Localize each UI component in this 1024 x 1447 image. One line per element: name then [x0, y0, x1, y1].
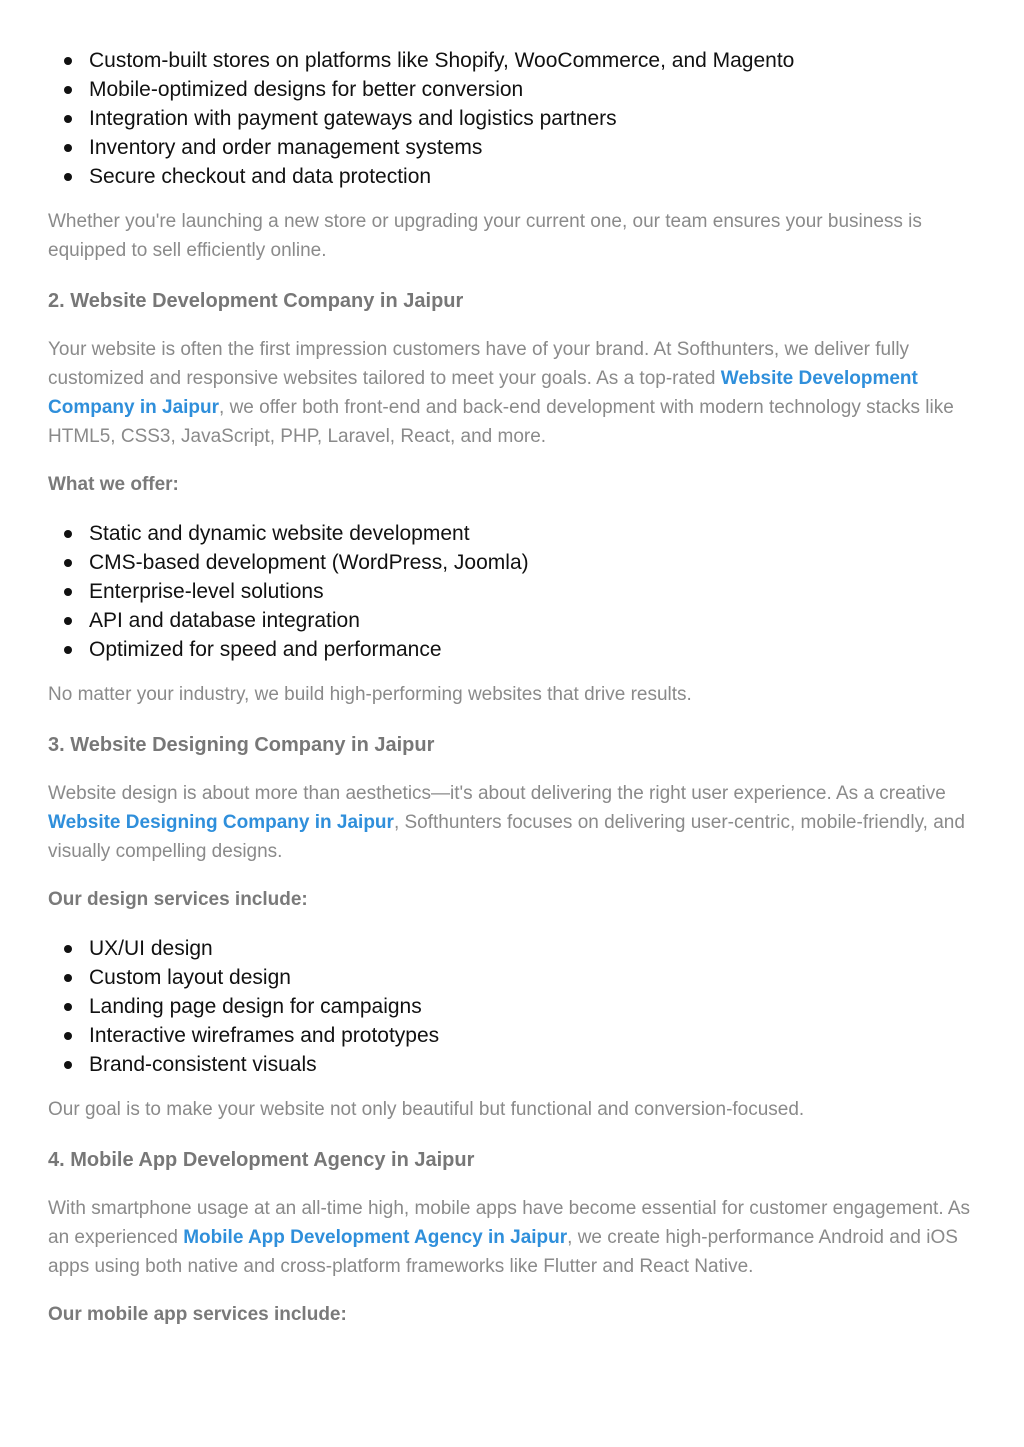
mobile-app-services-label: Our mobile app services include:: [48, 1304, 347, 1325]
bullet-icon: [64, 115, 72, 123]
website-development-offer-list: [48, 519, 978, 664]
what-we-offer-label: What we offer:: [48, 474, 179, 495]
list-item: UX/UI design: [48, 934, 978, 963]
list-item: Static and dynamic website development: [48, 519, 978, 548]
mobile-app-intro: With smartphone usage at an all-time high, mobile apps have become essential for customer engagement. As an experienced Mobile App Development Agency in Jaipur, we create high-performance Android and iOS apps using both native and cross-platform frameworks like Flutter and React Native.: [48, 1198, 971, 1277]
list-item: Secure checkout and data protection: [48, 162, 978, 191]
website-designing-intro: Website design is about more than aesthetics—it's about delivering the right user experience. As a creative Website Designing Company in Jaipur, Softhunters focuses on delivering user-centric, mobile-friendly, and visually compelling designs.: [48, 783, 965, 862]
list-item: Interactive wireframes and prototypes: [48, 1021, 978, 1050]
list-item: Mobile-optimized designs for better conversion: [48, 75, 978, 104]
list-item: Landing page design for campaigns: [48, 992, 978, 1021]
bullet-icon: [64, 530, 72, 538]
ecommerce-closing-paragraph: Whether you're launching a new store or upgrading your current one, our team ensures your business is equipped to sell efficiently online.: [48, 211, 922, 261]
section-heading-website-development: 2. Website Development Company in Jaipur: [48, 290, 464, 312]
bullet-icon: [64, 974, 72, 982]
list-item: API and database integration: [48, 606, 978, 635]
list-item: Inventory and order management systems: [48, 133, 978, 162]
website-development-closing: No matter your industry, we build high-performing websites that drive results.: [48, 684, 692, 705]
bullet-icon: [64, 945, 72, 953]
bullet-icon: [64, 646, 72, 654]
bullet-icon: [64, 1032, 72, 1040]
bullet-icon: [64, 588, 72, 596]
bullet-icon: [64, 57, 72, 65]
list-item: Custom-built stores on platforms like Shopify, WooCommerce, and Magento: [48, 46, 978, 75]
bullet-icon: [64, 144, 72, 152]
list-item: Enterprise-level solutions: [48, 577, 978, 606]
website-development-intro: Your website is often the first impression customers have of your brand. At Softhunters, we deliver fully customized and responsive websites tailored to meet your goals. As a top-rated Website Development Company in Jaipur, we offer both front-end and back-end development with modern technology stacks like HTML5, CSS3, JavaScript, PHP, Laravel, React, and more.: [48, 339, 954, 447]
bullet-icon: [64, 559, 72, 567]
list-item: Brand-consistent visuals: [48, 1050, 978, 1079]
website-designing-closing: Our goal is to make your website not only beautiful but functional and conversion-focused.: [48, 1099, 805, 1120]
bullet-icon: [64, 1003, 72, 1011]
website-designing-link[interactable]: Website Designing Company in Jaipur: [48, 812, 394, 833]
list-item: Custom layout design: [48, 963, 978, 992]
bullet-icon: [64, 86, 72, 94]
section-heading-mobile-app: 4. Mobile App Development Agency in Jaipur: [48, 1149, 475, 1171]
document-page: [48, 46, 978, 1329]
ecommerce-features-list: [48, 46, 978, 191]
section-heading-website-designing: 3. Website Designing Company in Jaipur: [48, 734, 435, 756]
website-development-link[interactable]: Website Development Company in Jaipur: [48, 368, 918, 418]
design-services-list: [48, 934, 978, 1079]
list-item: Optimized for speed and performance: [48, 635, 978, 664]
bullet-icon: [64, 617, 72, 625]
mobile-app-link[interactable]: Mobile App Development Agency in Jaipur: [183, 1227, 568, 1248]
list-item: Integration with payment gateways and logistics partners: [48, 104, 978, 133]
list-item: CMS-based development (WordPress, Joomla): [48, 548, 978, 577]
bullet-icon: [64, 1061, 72, 1069]
design-services-label: Our design services include:: [48, 889, 308, 910]
bullet-icon: [64, 173, 72, 181]
